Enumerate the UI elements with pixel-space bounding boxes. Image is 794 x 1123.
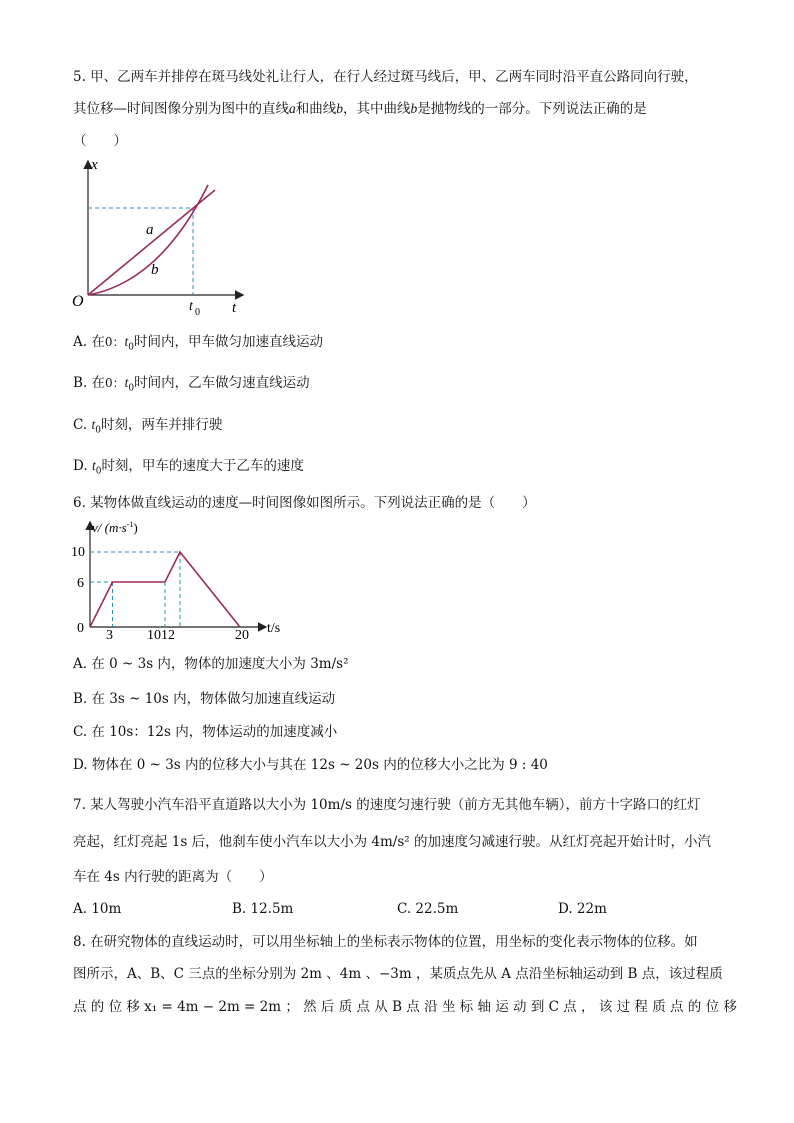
q6-tick-0: 0	[77, 621, 84, 636]
q5-curve-b-label: b	[151, 262, 159, 278]
q7-option-c: C. 22.5m	[397, 901, 459, 917]
q6-tick-1012: 1012	[147, 628, 175, 640]
q6-vt-graph	[65, 515, 305, 640]
q5-answer-paren: （ ）	[73, 133, 127, 149]
q8-line2: 图所示，A、B、C 三点的坐标分别为 2m 、4m 、−3m ，某质点先从 A 点沿坐标轴运动到 B 点，该过程质	[73, 966, 723, 982]
q5-line-a	[88, 190, 215, 295]
q5-t-label: t	[232, 300, 237, 316]
q7-option-d: D. 22m	[558, 901, 607, 917]
q7-line3: 车在 4s 内行驶的距离为（ ）	[73, 869, 273, 885]
q6-y-axis-label: v/ $(m\cdot s^{-1})$	[92, 520, 138, 535]
q6-option-a: A. 在 0 ~ 3s 内，物体的加速度大小为 3m/s²	[73, 656, 349, 672]
q5-t0-label: t	[189, 299, 193, 314]
q8-line1: 8. 在研究物体的直线运动时，可以用坐标轴上的坐标表示物体的位置，用坐标的变化表示物体的位移。如	[73, 934, 698, 950]
q6-guide-lines	[90, 552, 180, 627]
q5-t0-subscript: 0	[195, 307, 200, 318]
q6-option-c: C. 在 10s：12s 内，物体运动的加速度减小	[73, 724, 338, 740]
q6-tick-20: 20	[235, 628, 249, 640]
q7-option-a: A. 10m	[73, 901, 122, 917]
q6-stem: 6. 某物体做直线运动的速度—时间图像如图所示。下列说法正确的是（ ）	[73, 495, 536, 511]
q5-option-a: A. 在0：$t_0$时间内，甲车做匀加速直线运动	[73, 334, 323, 353]
q5-line-a-label: a	[146, 222, 154, 238]
q5-option-b: B. 在0：$t_0$时间内，乙车做匀速直线运动	[73, 375, 310, 394]
q7-option-b: B. 12.5m	[232, 901, 294, 917]
q5-option-d: D. $t_0$时刻，甲车的速度大于乙车的速度	[73, 458, 304, 477]
q5-xt-graph	[65, 152, 255, 322]
q5-curve-b	[88, 185, 208, 295]
q8-line3: 点 的 位 移 x₁ = 4m − 2m = 2m ； 然 后 质 点 从 B 点 沿 坐 标 轴 运 动 到 C 点 ， 该 过 程 质 点 的 位 移	[73, 999, 737, 1015]
q6-option-d: D. 物体在 0 ~ 3s 内的位移大小与其在 12s ~ 20s 内的位移大小之比为 9 : 40	[73, 757, 548, 773]
q6-option-b: B. 在 3s ~ 10s 内，物体做匀加速直线运动	[73, 691, 336, 707]
q6-x-axis-label: t/s	[267, 621, 281, 636]
q5-origin-label: O	[72, 293, 84, 310]
q5-x-label: x	[91, 157, 98, 173]
q6-tick-6: 6	[77, 576, 84, 591]
q5-option-c: C. $t_0$时刻，两车并排行驶	[73, 417, 223, 436]
q6-tick-3: 3	[106, 628, 113, 640]
q7-line2: 亮起，红灯亮起 1s 后，他刹车使小汽车以大小为 4m/s² 的加速度匀减速行驶。从红灯亮起开始计时，小汽	[73, 834, 711, 850]
q7-line1: 7. 某人驾驶小汽车沿平直道路以大小为 10m/s 的速度匀速行驶（前方无其他车辆），前方十字路口的红灯	[73, 797, 701, 813]
q5-stem-line2: 其位移—时间图像分别为图中的直线a和曲线b，其中曲线b是抛物线的一部分。下列说法正确的是	[73, 101, 647, 117]
q5-stem-line1: 5. 甲、乙两车并排停在斑马线处礼让行人，在行人经过斑马线后，甲、乙两车同时沿平直公路同向行驶，	[73, 69, 698, 85]
q6-tick-10: 10	[71, 545, 85, 560]
